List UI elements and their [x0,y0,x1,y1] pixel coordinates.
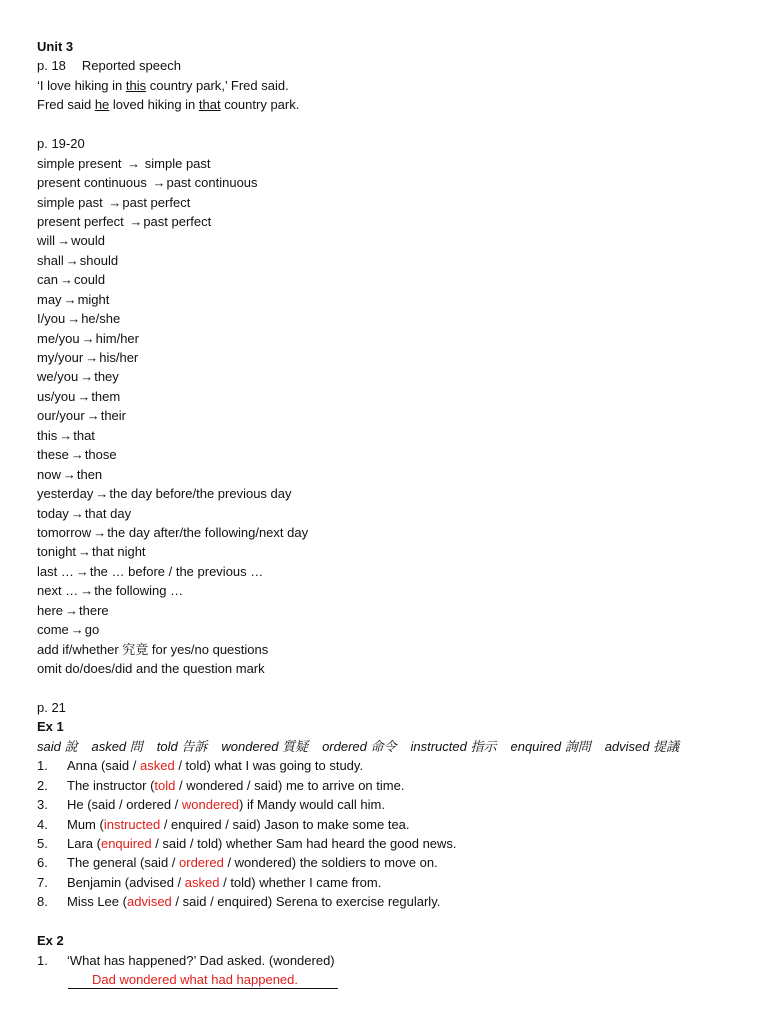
vocab-item: said 說 [37,738,78,754]
arrow-right-icon: → [152,175,166,191]
ex2-title: Ex 2 [37,933,64,949]
vocab-item: told 告訴 [156,738,208,754]
rules-list [37,154,768,679]
vocab-item: wondered 質疑 [221,738,309,754]
rule-line: tomorrow →the day after/the following/next day [37,524,309,540]
answer-word: enquired [100,835,152,851]
rule-line: present perfect →past perfect [37,213,212,229]
arrow-right-icon: → [59,427,73,443]
rule-line: today →that day [37,505,132,521]
answer-text: Dad wondered what had happened. [68,971,338,989]
rule-line: yesterday →the day before/the previous day [37,486,292,502]
arrow-right-icon: → [81,330,95,346]
rule-line: next … →the following … [37,583,184,599]
exercise-item: 8. Miss Lee (advised / said / enquired) Serena to exercise regularly. [37,894,441,910]
unit-title: Unit 3 [37,39,74,54]
rule-line: this →that [37,427,95,443]
arrow-right-icon: → [78,544,92,560]
example-direct-speech: ‘I love hiking in this country park,’ Fred said. [37,77,289,93]
exercise-item: 3. He (said / ordered / wondered) if Mandy would call him. [37,797,385,813]
arrow-right-icon: → [80,583,94,599]
rule-line: shall →should [37,252,119,268]
rules-page-ref: p. 19-20 [37,136,85,152]
arrow-right-icon: → [95,486,109,502]
rule-line: me/you →him/her [37,330,139,346]
answer-word: asked [140,758,175,774]
exercise-item: 2. The instructor (told / wondered / said) me to arrive on time. [37,777,405,793]
rule-line: we/you →they [37,369,119,385]
rule-line: I/you →he/she [37,311,121,327]
answer-word: wondered [181,797,239,813]
exercise-item: 7. Benjamin (advised / asked / told) whether I came from. [37,874,382,890]
rule-line: last … →the … before / the previous … [37,563,264,579]
arrow-right-icon: → [65,602,79,618]
rule-line: will →would [37,233,106,249]
rule-line: here →there [37,602,109,618]
answer-word: ordered [179,855,224,871]
answer-row [37,970,768,989]
arrow-right-icon: → [65,252,79,268]
ex1-items [37,756,768,912]
arrow-right-icon: → [85,350,99,365]
rule-line: present continuous →past continuous [37,175,258,191]
rule-line: our/your →their [37,408,126,424]
arrow-right-icon: → [129,213,143,229]
rule-line: us/you →them [37,388,121,404]
example-reported-speech: Fred said he loved hiking in that country park. [37,97,300,113]
underlined-word: this [125,77,147,93]
rule-note: omit do/does/did and the question mark [37,661,265,676]
exercise-item: 1. Anna (said / asked / told) what I was going to study. [37,758,364,774]
exercise-item: 1. ‘What has happened?’ Dad asked. (wondered) [37,952,335,968]
exercise-item: 4. Mum (instructed / enquired / said) Jason to make some tea. [37,816,410,832]
exercise-item: 5. Lara (enquired / said / told) whether Sam had heard the good news. [37,835,457,851]
arrow-right-icon: → [70,447,84,463]
topic-title: Reported speech [81,58,181,74]
underlined-word: he [94,97,110,113]
answer-word: instructed [103,816,161,832]
rule-line: can →could [37,272,106,288]
arrow-right-icon: → [67,311,81,327]
arrow-right-icon: → [70,622,84,638]
vocab-item: instructed 指示 [410,738,497,754]
arrow-right-icon: → [80,369,94,385]
arrow-right-icon: → [70,505,84,521]
arrow-right-icon: → [62,466,76,482]
rule-line: tonight →that night [37,544,146,560]
arrow-right-icon: → [57,233,71,249]
question-text: ‘What has happened?’ Dad asked. (wondered) [67,952,335,968]
exercise-item: 6. The general (said / ordered / wondered) the soldiers to move on. [37,855,438,871]
answer-word: told [154,777,176,793]
answer-word: advised [126,894,172,910]
rule-line: these →those [37,447,117,463]
ex1-page-ref: p. 21 [37,699,66,715]
arrow-right-icon: → [77,388,91,404]
arrow-right-icon: → [59,272,73,288]
arrow-right-icon: → [108,194,122,210]
rule-note: add if/whether 究竟 for yes/no questions [37,641,269,657]
vocab-item: advised 提議 [604,738,680,754]
rule-line: come →go [37,622,100,638]
arrow-right-icon: → [63,291,77,307]
vocab-item: ordered 命令 [322,738,397,754]
rule-line: simple past →past perfect [37,194,191,210]
rule-line: now →then [37,466,103,482]
vocab-item: asked 問 [91,738,143,754]
rule-line: my/your →his/her [37,350,139,365]
underlined-word: that [198,97,221,113]
vocab-list [37,737,768,756]
page-ref: p. 18 [37,58,66,74]
arrow-right-icon: → [93,524,107,540]
rule-line: may →might [37,291,110,307]
answer-word: asked [184,874,220,890]
ex1-title: Ex 1 [37,719,64,735]
vocab-item: enquired 詢問 [510,738,591,754]
arrow-right-icon: → [127,155,141,171]
rule-line: simple present → simple past [37,155,211,171]
section-heading-p18 [37,56,768,75]
arrow-right-icon: → [75,563,89,579]
arrow-right-icon: → [86,408,100,424]
